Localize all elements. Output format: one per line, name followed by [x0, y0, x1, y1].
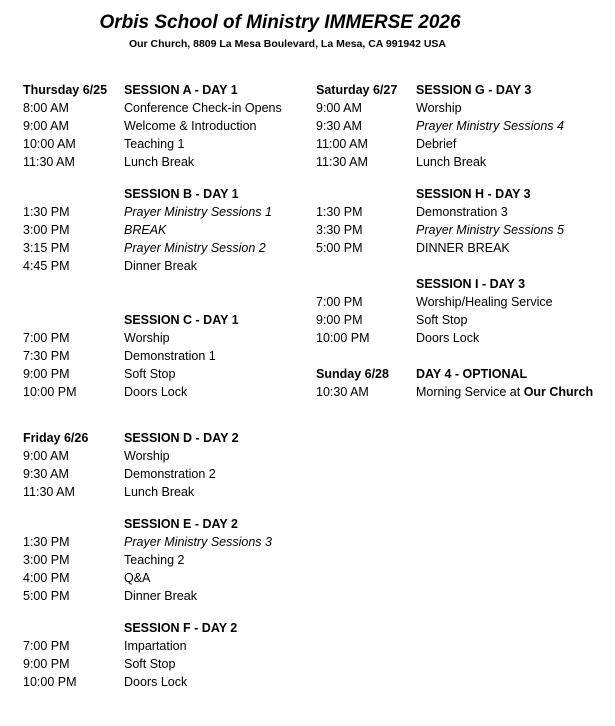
- page-title: Orbis School of Ministry IMMERSE 2026: [99, 12, 461, 33]
- session-b-heading: SESSION B - DAY 1: [124, 187, 239, 201]
- schedule-event: Q&A: [124, 571, 151, 585]
- schedule-event: Doors Lock: [124, 385, 188, 399]
- schedule-time: 9:00 AM: [23, 449, 69, 463]
- schedule-time: 3:15 PM: [23, 241, 70, 255]
- session-g-heading: SESSION G - DAY 3: [416, 83, 532, 97]
- schedule-time: 10:00 PM: [316, 331, 370, 345]
- session-a-heading: SESSION A - DAY 1: [124, 83, 238, 97]
- schedule-time: 8:00 AM: [23, 101, 69, 115]
- address-subtitle: Our Church, 8809 La Mesa Boulevard, La Mesa, CA 991942 USA: [128, 38, 447, 50]
- schedule-time: 1:30 PM: [316, 205, 363, 219]
- schedule-time: 10:00 AM: [23, 137, 76, 151]
- schedule-time: 11:30 AM: [23, 155, 75, 169]
- schedule-time: 7:00 PM: [23, 331, 70, 345]
- schedule-event: Worship/Healing Service: [416, 295, 553, 309]
- schedule-time: 9:00 AM: [23, 119, 69, 133]
- schedule-event: BREAK: [124, 223, 167, 237]
- schedule-event: Dinner Break: [124, 589, 197, 603]
- schedule-event: Worship: [124, 449, 170, 463]
- schedule-time: 9:30 AM: [23, 467, 69, 481]
- schedule-event: Teaching 1: [124, 137, 185, 151]
- schedule-event: Demonstration 2: [124, 467, 216, 481]
- session-d-heading: SESSION D - DAY 2: [124, 431, 239, 445]
- schedule-time: 4:45 PM: [23, 259, 70, 273]
- schedule-event: [416, 384, 593, 400]
- schedule-event: Welcome & Introduction: [124, 119, 257, 133]
- schedule-event: Doors Lock: [416, 331, 480, 345]
- schedule-event: Prayer Ministry Sessions 3: [124, 535, 272, 549]
- schedule-event: Prayer Ministry Sessions 5: [416, 223, 564, 237]
- schedule-event: Worship: [124, 331, 170, 345]
- schedule-event: Prayer Ministry Session 2: [124, 241, 266, 255]
- schedule-event: Lunch Break: [124, 155, 195, 169]
- schedule-event: Prayer Ministry Sessions 4: [416, 119, 564, 133]
- day-label-sunday: Sunday 6/28: [316, 367, 389, 381]
- schedule-event: Teaching 2: [124, 553, 185, 567]
- schedule-time: 11:30 AM: [316, 155, 368, 169]
- schedule-event: Soft Stop: [124, 657, 176, 671]
- session-c-heading: SESSION C - DAY 1: [124, 313, 239, 327]
- schedule-event: DINNER BREAK: [416, 241, 510, 255]
- session-h-heading: SESSION H - DAY 3: [416, 187, 531, 201]
- schedule-event: Impartation: [124, 639, 187, 653]
- session-i-heading: SESSION I - DAY 3: [416, 277, 526, 291]
- schedule-time: 9:00 PM: [316, 313, 363, 327]
- event-venue: Our Church: [523, 385, 594, 399]
- schedule-event: Debrief: [416, 137, 457, 151]
- schedule-time: 10:00 PM: [23, 675, 77, 689]
- schedule-time: 5:00 PM: [23, 589, 70, 603]
- schedule-time: 7:00 PM: [316, 295, 363, 309]
- schedule-event: Soft Stop: [416, 313, 468, 327]
- schedule-event: Conference Check-in Opens: [124, 101, 282, 115]
- schedule-time: 9:00 AM: [316, 101, 362, 115]
- schedule-event: Prayer Ministry Sessions 1: [124, 205, 272, 219]
- day-label-thursday: Thursday 6/25: [23, 83, 108, 97]
- schedule-time: 1:30 PM: [23, 205, 70, 219]
- schedule-event: Worship: [416, 101, 462, 115]
- schedule-time: 3:30 PM: [316, 223, 363, 237]
- day-label-friday: Friday 6/26: [23, 431, 89, 445]
- day4-optional-heading: DAY 4 - OPTIONAL: [416, 367, 528, 381]
- schedule-time: 11:00 AM: [316, 137, 368, 151]
- session-e-heading: SESSION E - DAY 2: [124, 517, 238, 531]
- schedule-time: 9:00 PM: [23, 657, 70, 671]
- schedule-time: 10:30 AM: [316, 385, 369, 399]
- schedule-event: Dinner Break: [124, 259, 197, 273]
- schedule-time: 5:00 PM: [316, 241, 363, 255]
- schedule-time: 10:00 PM: [23, 385, 77, 399]
- schedule-time: 9:30 AM: [316, 119, 362, 133]
- session-f-heading: SESSION F - DAY 2: [124, 621, 238, 635]
- schedule-time: 3:00 PM: [23, 223, 70, 237]
- day-label-saturday: Saturday 6/27: [316, 83, 398, 97]
- schedule-time: 1:30 PM: [23, 535, 70, 549]
- schedule-time: 3:00 PM: [23, 553, 70, 567]
- schedule-event: Lunch Break: [416, 155, 487, 169]
- schedule-event: Demonstration 1: [124, 349, 216, 363]
- schedule-time: 7:30 PM: [23, 349, 70, 363]
- event-prefix: Morning Service at: [416, 385, 524, 399]
- schedule-time: 9:00 PM: [23, 367, 70, 381]
- schedule-event: Soft Stop: [124, 367, 176, 381]
- schedule-time: 7:00 PM: [23, 639, 70, 653]
- schedule-time: 11:30 AM: [23, 485, 75, 499]
- schedule-time: 4:00 PM: [23, 571, 70, 585]
- schedule-event: Demonstration 3: [416, 205, 508, 219]
- schedule-event: Doors Lock: [124, 675, 188, 689]
- schedule-event: Lunch Break: [124, 485, 195, 499]
